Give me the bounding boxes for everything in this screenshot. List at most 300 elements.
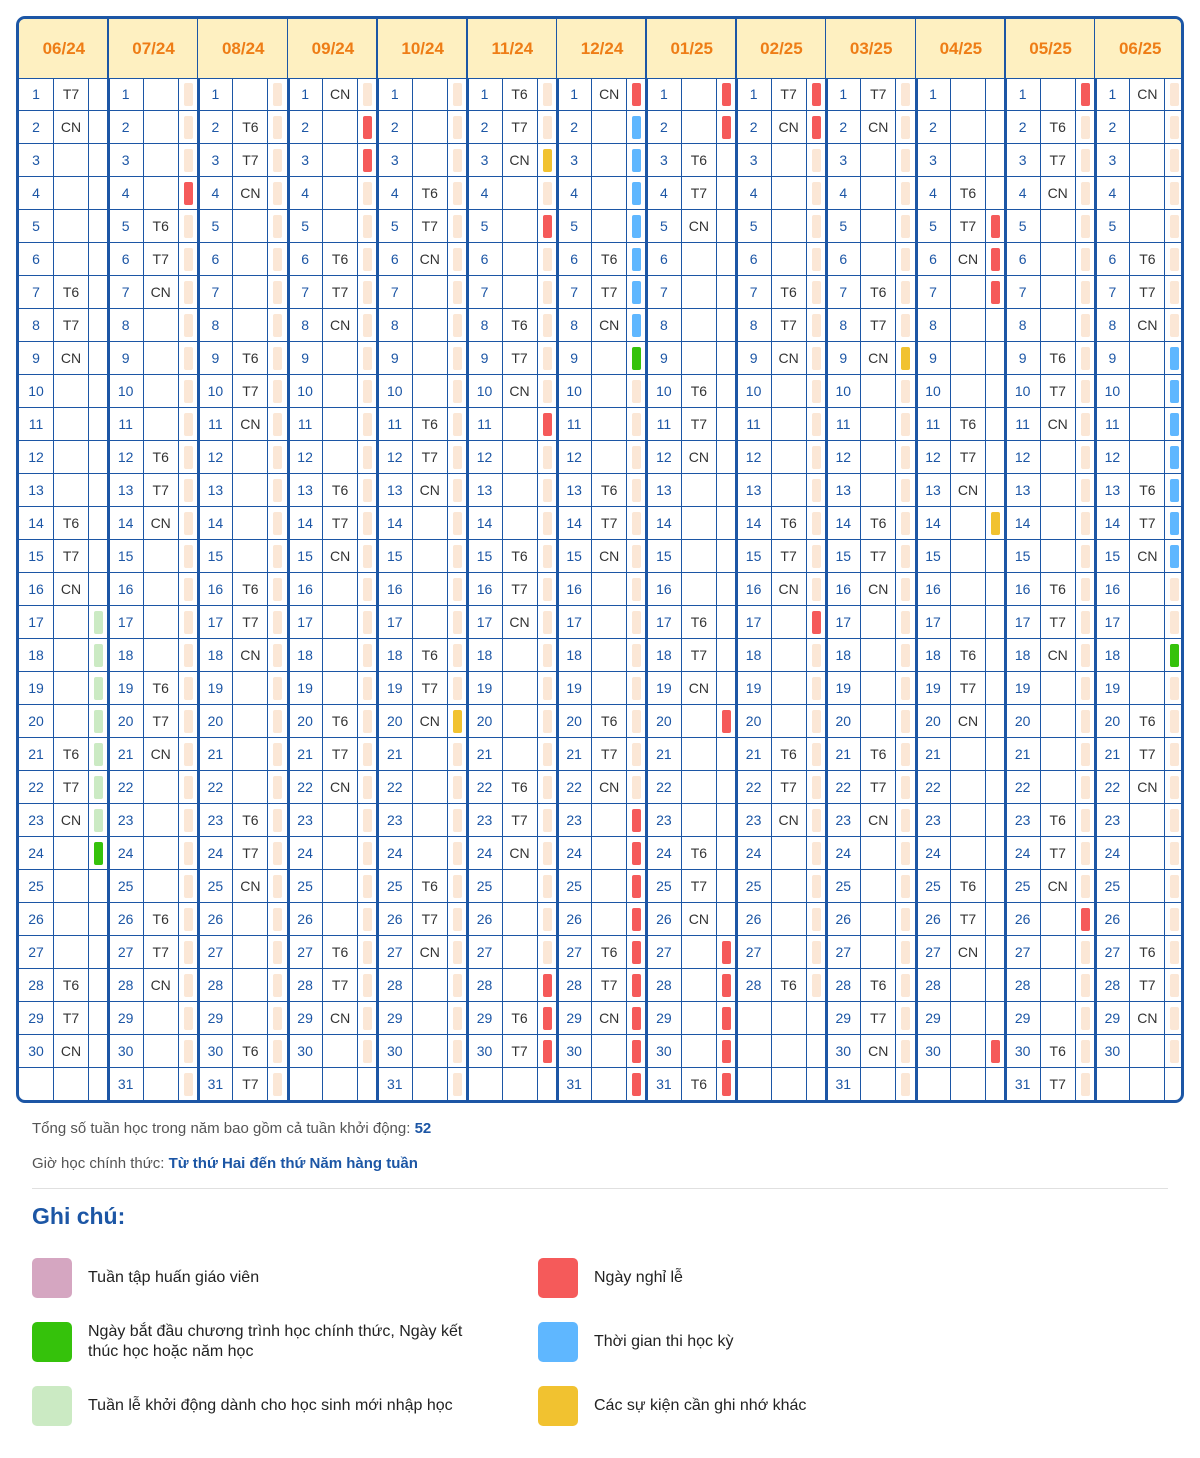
weekday-label xyxy=(951,573,986,605)
weekday-label xyxy=(413,1002,448,1034)
weekday-label xyxy=(144,837,179,869)
weekday-label xyxy=(861,870,896,902)
weekday-label xyxy=(951,342,986,374)
day-number: 4 xyxy=(916,177,951,209)
weekday-label xyxy=(323,177,358,209)
weekday-label xyxy=(861,144,896,176)
day-marker xyxy=(632,941,641,964)
day-number: 20 xyxy=(916,705,951,737)
weekday-label: CN xyxy=(682,210,717,242)
weekday-label xyxy=(413,78,448,110)
day-number: 12 xyxy=(109,441,144,473)
day-row xyxy=(468,243,558,276)
day-row xyxy=(557,1035,647,1068)
day-number: 19 xyxy=(1095,672,1130,704)
weekday-label xyxy=(682,309,717,341)
weekday-label: T6 xyxy=(1041,573,1076,605)
weekday-label xyxy=(682,243,717,275)
legend-swatch xyxy=(32,1322,72,1362)
weekday-label xyxy=(772,672,807,704)
day-marker xyxy=(1170,149,1179,172)
weekday-label xyxy=(1041,771,1076,803)
day-row xyxy=(737,1068,827,1101)
day-marker xyxy=(812,578,821,601)
day-number: 24 xyxy=(1095,837,1130,869)
day-row xyxy=(647,408,737,441)
day-marker xyxy=(94,347,103,370)
day-marker xyxy=(94,776,103,799)
day-marker xyxy=(1170,446,1179,469)
day-row xyxy=(468,1002,558,1035)
day-marker xyxy=(812,809,821,832)
day-number: 12 xyxy=(198,441,233,473)
weekday-label xyxy=(951,78,986,110)
weekday-label: T7 xyxy=(503,111,538,143)
weekday-label: CN xyxy=(54,573,89,605)
day-row xyxy=(826,903,916,936)
month-header: 06/24 xyxy=(19,19,109,79)
weekday-label: CN xyxy=(323,1002,358,1034)
weekday-label: T7 xyxy=(323,969,358,1001)
day-marker xyxy=(1081,1040,1090,1063)
day-marker xyxy=(94,545,103,568)
day-marker xyxy=(901,809,910,832)
day-row xyxy=(1006,177,1096,210)
day-marker xyxy=(722,677,731,700)
day-row xyxy=(916,804,1006,837)
day-marker xyxy=(363,83,372,106)
weekday-label xyxy=(233,540,268,572)
legend-item-teacher-training xyxy=(32,1258,468,1298)
day-marker xyxy=(1081,776,1090,799)
day-marker xyxy=(991,281,1000,304)
day-number: 5 xyxy=(378,210,413,242)
day-row xyxy=(378,507,468,540)
legend-label: Ngày nghỉ lễ xyxy=(594,1269,683,1286)
day-row xyxy=(1006,771,1096,804)
day-number xyxy=(19,1068,54,1100)
weekday-label xyxy=(861,606,896,638)
day-row xyxy=(378,903,468,936)
legend-item-holiday xyxy=(538,1258,974,1298)
day-row xyxy=(826,177,916,210)
day-number: 13 xyxy=(19,474,54,506)
day-number: 8 xyxy=(288,309,323,341)
day-number: 3 xyxy=(109,144,144,176)
day-marker xyxy=(453,248,462,271)
day-number: 29 xyxy=(916,1002,951,1034)
day-number: 24 xyxy=(1006,837,1041,869)
day-marker xyxy=(1170,479,1179,502)
day-number: 17 xyxy=(647,606,682,638)
day-number: 9 xyxy=(19,342,54,374)
day-row xyxy=(557,144,647,177)
day-row xyxy=(468,804,558,837)
weekday-label: CN xyxy=(503,837,538,869)
day-row xyxy=(378,540,468,573)
day-marker xyxy=(543,1007,552,1030)
day-marker xyxy=(991,842,1000,865)
month-column xyxy=(1006,19,1096,1100)
day-row xyxy=(916,408,1006,441)
day-number: 25 xyxy=(737,870,772,902)
month-column xyxy=(1095,19,1184,1100)
day-row xyxy=(916,78,1006,111)
day-marker xyxy=(632,611,641,634)
weekday-label xyxy=(1130,870,1165,902)
day-row xyxy=(1095,903,1184,936)
day-row xyxy=(916,573,1006,606)
day-number: 5 xyxy=(468,210,503,242)
legend-item-start-end xyxy=(32,1322,468,1362)
day-marker xyxy=(453,149,462,172)
day-row xyxy=(826,837,916,870)
day-number: 11 xyxy=(647,408,682,440)
day-row xyxy=(378,573,468,606)
day-number: 30 xyxy=(557,1035,592,1067)
weekday-label xyxy=(413,540,448,572)
month-column xyxy=(109,19,199,1100)
weekday-label: T6 xyxy=(1041,111,1076,143)
day-number: 6 xyxy=(916,243,951,275)
day-row xyxy=(288,672,378,705)
day-number: 25 xyxy=(378,870,413,902)
day-marker xyxy=(94,941,103,964)
day-row xyxy=(916,177,1006,210)
day-row xyxy=(378,606,468,639)
day-number: 5 xyxy=(737,210,772,242)
day-row xyxy=(468,606,558,639)
day-row xyxy=(1006,804,1096,837)
weekday-label: T7 xyxy=(951,672,986,704)
weekday-label: CN xyxy=(1130,540,1165,572)
weekday-label: T7 xyxy=(772,309,807,341)
day-row xyxy=(916,870,1006,903)
day-marker xyxy=(1170,380,1179,403)
day-marker xyxy=(632,545,641,568)
day-row xyxy=(19,936,109,969)
day-marker xyxy=(812,116,821,139)
day-row xyxy=(378,144,468,177)
day-number: 5 xyxy=(1095,210,1130,242)
day-row xyxy=(1095,705,1184,738)
day-number: 16 xyxy=(826,573,861,605)
day-row xyxy=(109,903,199,936)
day-marker xyxy=(453,974,462,997)
weekday-label xyxy=(951,804,986,836)
day-marker xyxy=(812,677,821,700)
weekday-label xyxy=(233,738,268,770)
day-row xyxy=(1095,639,1184,672)
weekday-label xyxy=(503,639,538,671)
day-marker xyxy=(632,479,641,502)
weekday-label: T6 xyxy=(592,474,627,506)
day-number: 11 xyxy=(737,408,772,440)
day-marker xyxy=(363,974,372,997)
day-row xyxy=(198,375,288,408)
day-row xyxy=(468,144,558,177)
day-marker xyxy=(632,743,641,766)
day-row xyxy=(647,1068,737,1101)
day-marker xyxy=(1081,116,1090,139)
weekday-label: T6 xyxy=(503,78,538,110)
day-marker xyxy=(812,842,821,865)
day-row xyxy=(288,375,378,408)
day-marker xyxy=(94,1007,103,1030)
day-number: 21 xyxy=(19,738,54,770)
legend-label: Thời gian thi học kỳ xyxy=(594,1333,734,1350)
weekday-label: CN xyxy=(323,78,358,110)
day-number: 29 xyxy=(378,1002,413,1034)
weekday-label xyxy=(682,78,717,110)
weekday-label: T6 xyxy=(861,969,896,1001)
weekday-label: T6 xyxy=(592,243,627,275)
weekday-label: CN xyxy=(323,540,358,572)
day-row xyxy=(378,804,468,837)
day-row xyxy=(198,573,288,606)
day-number: 9 xyxy=(557,342,592,374)
month-header: 04/25 xyxy=(916,19,1006,79)
day-marker xyxy=(453,116,462,139)
day-number: 11 xyxy=(1006,408,1041,440)
weekday-label: CN xyxy=(951,474,986,506)
day-row xyxy=(1006,276,1096,309)
day-marker xyxy=(812,248,821,271)
day-row xyxy=(557,342,647,375)
day-row xyxy=(916,606,1006,639)
day-marker xyxy=(543,1040,552,1063)
day-number: 16 xyxy=(916,573,951,605)
day-number: 11 xyxy=(557,408,592,440)
weekday-label xyxy=(503,408,538,440)
day-row xyxy=(647,441,737,474)
day-row xyxy=(19,375,109,408)
day-marker xyxy=(184,875,193,898)
day-marker xyxy=(1170,875,1179,898)
day-row xyxy=(468,738,558,771)
weekday-label xyxy=(413,309,448,341)
day-marker xyxy=(1170,743,1179,766)
day-marker xyxy=(273,149,282,172)
weekday-label: T7 xyxy=(592,276,627,308)
day-marker xyxy=(812,413,821,436)
weekday-label: T6 xyxy=(503,540,538,572)
weekday-label: CN xyxy=(682,672,717,704)
day-row xyxy=(19,705,109,738)
day-row xyxy=(19,309,109,342)
day-marker xyxy=(453,512,462,535)
day-row xyxy=(468,507,558,540)
day-marker xyxy=(94,116,103,139)
month-header: 09/24 xyxy=(288,19,378,79)
weekday-label: T7 xyxy=(503,573,538,605)
weekday-label: T7 xyxy=(1041,837,1076,869)
weekday-label: CN xyxy=(592,1002,627,1034)
day-marker xyxy=(453,380,462,403)
day-marker xyxy=(363,611,372,634)
day-number: 4 xyxy=(737,177,772,209)
day-number: 2 xyxy=(1006,111,1041,143)
day-marker xyxy=(453,281,462,304)
weekday-label: T6 xyxy=(772,969,807,1001)
day-number: 30 xyxy=(19,1035,54,1067)
day-row xyxy=(826,606,916,639)
weekday-label xyxy=(1041,507,1076,539)
weekday-label xyxy=(1130,111,1165,143)
school-hours-label: Giờ học chính thức: xyxy=(32,1155,165,1172)
day-row xyxy=(826,573,916,606)
weekday-label xyxy=(772,177,807,209)
day-row xyxy=(1006,1002,1096,1035)
day-number: 10 xyxy=(647,375,682,407)
day-row xyxy=(557,1068,647,1101)
day-marker xyxy=(722,710,731,733)
day-marker xyxy=(1081,512,1090,535)
divider xyxy=(32,1188,1168,1189)
weekday-label: T7 xyxy=(1041,606,1076,638)
day-marker xyxy=(632,446,641,469)
day-marker xyxy=(1081,842,1090,865)
weekday-label: CN xyxy=(54,804,89,836)
day-row xyxy=(378,639,468,672)
day-row xyxy=(198,540,288,573)
day-row xyxy=(468,1068,558,1101)
day-marker xyxy=(812,512,821,535)
weekday-label: CN xyxy=(233,639,268,671)
day-marker xyxy=(184,347,193,370)
month-header: 10/24 xyxy=(378,19,468,79)
day-row xyxy=(198,507,288,540)
day-row xyxy=(916,705,1006,738)
day-row xyxy=(109,375,199,408)
weekday-label: CN xyxy=(54,111,89,143)
weekday-label: CN xyxy=(1041,870,1076,902)
day-row xyxy=(916,738,1006,771)
legend-swatch xyxy=(32,1386,72,1426)
day-row xyxy=(378,177,468,210)
day-number: 24 xyxy=(557,837,592,869)
day-number: 28 xyxy=(109,969,144,1001)
weekday-label: T6 xyxy=(144,672,179,704)
weekday-label xyxy=(1130,606,1165,638)
day-number: 19 xyxy=(647,672,682,704)
day-marker xyxy=(632,710,641,733)
day-number: 10 xyxy=(1095,375,1130,407)
day-row xyxy=(737,837,827,870)
day-number: 2 xyxy=(198,111,233,143)
day-number: 23 xyxy=(288,804,323,836)
day-number: 9 xyxy=(1095,342,1130,374)
day-marker xyxy=(453,182,462,205)
day-row xyxy=(737,474,827,507)
weekday-label: T7 xyxy=(323,507,358,539)
day-marker xyxy=(1170,611,1179,634)
day-row xyxy=(109,474,199,507)
day-marker xyxy=(453,776,462,799)
day-marker xyxy=(812,281,821,304)
day-row xyxy=(19,507,109,540)
day-marker xyxy=(991,512,1000,535)
weekday-label xyxy=(144,606,179,638)
day-row xyxy=(198,342,288,375)
day-number: 8 xyxy=(557,309,592,341)
weekday-label xyxy=(144,1002,179,1034)
weekday-label xyxy=(951,111,986,143)
day-number: 25 xyxy=(826,870,861,902)
legend-item-other-events xyxy=(538,1386,974,1426)
day-row xyxy=(198,672,288,705)
weekday-label xyxy=(1041,969,1076,1001)
day-marker xyxy=(184,545,193,568)
day-row xyxy=(826,408,916,441)
day-number: 28 xyxy=(1095,969,1130,1001)
day-marker xyxy=(901,380,910,403)
weekday-label xyxy=(233,78,268,110)
day-row xyxy=(826,738,916,771)
day-row xyxy=(647,276,737,309)
day-number: 19 xyxy=(1006,672,1041,704)
weekday-label: T6 xyxy=(951,870,986,902)
weekday-label xyxy=(1130,903,1165,935)
weekday-label: T7 xyxy=(233,837,268,869)
day-number: 4 xyxy=(647,177,682,209)
day-marker xyxy=(273,578,282,601)
day-number: 21 xyxy=(826,738,861,770)
day-number: 21 xyxy=(647,738,682,770)
day-number: 22 xyxy=(109,771,144,803)
day-row xyxy=(1095,276,1184,309)
day-marker xyxy=(184,941,193,964)
day-marker xyxy=(543,347,552,370)
day-row xyxy=(826,111,916,144)
weekday-label: T6 xyxy=(682,144,717,176)
day-row xyxy=(557,804,647,837)
day-marker xyxy=(722,743,731,766)
day-number: 25 xyxy=(916,870,951,902)
day-marker xyxy=(94,908,103,931)
day-number: 1 xyxy=(916,78,951,110)
day-row xyxy=(737,507,827,540)
weekday-label: T6 xyxy=(772,276,807,308)
day-number: 31 xyxy=(647,1068,682,1100)
day-row xyxy=(109,804,199,837)
day-number: 18 xyxy=(647,639,682,671)
day-row xyxy=(109,837,199,870)
day-row xyxy=(557,837,647,870)
weekday-label: T6 xyxy=(1130,474,1165,506)
day-row xyxy=(198,969,288,1002)
day-row xyxy=(647,870,737,903)
day-number xyxy=(737,1035,772,1067)
day-number: 10 xyxy=(19,375,54,407)
day-marker xyxy=(184,1007,193,1030)
day-marker xyxy=(94,743,103,766)
day-marker xyxy=(453,347,462,370)
weekday-label: T6 xyxy=(413,408,448,440)
day-marker xyxy=(1081,578,1090,601)
weekday-label xyxy=(54,1068,89,1100)
day-number: 25 xyxy=(19,870,54,902)
day-row xyxy=(378,672,468,705)
weekday-label xyxy=(413,144,448,176)
day-number: 10 xyxy=(557,375,592,407)
day-row xyxy=(737,936,827,969)
day-number: 26 xyxy=(468,903,503,935)
day-number: 14 xyxy=(198,507,233,539)
legend-swatch xyxy=(32,1258,72,1298)
day-row xyxy=(737,672,827,705)
day-row xyxy=(109,342,199,375)
